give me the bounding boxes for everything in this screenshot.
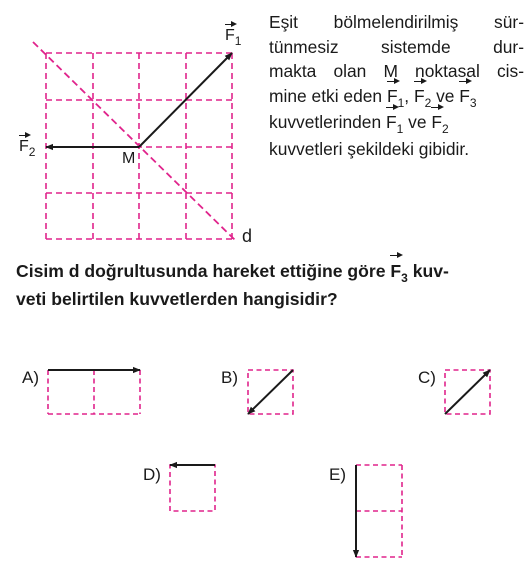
d-line [33, 42, 236, 241]
f2-label: $F_2$ [19, 138, 36, 159]
d-line-label: d [242, 226, 253, 246]
option-b-arrow [248, 370, 293, 414]
paragraph-line: mine etki eden $F_1$, $F_2$ ve $F_3$ [269, 85, 477, 110]
paragraph-line: tünmesiz sistemde dur- [269, 36, 524, 57]
option-a-label[interactable]: A) [22, 368, 39, 387]
option-c-arrow [445, 370, 490, 414]
option-e-label[interactable]: E) [329, 465, 346, 484]
paragraph-line: kuvvetleri şekildeki gibidir. [269, 138, 470, 159]
point-m-label: M [122, 150, 136, 167]
f1-label: $F_1$ [225, 27, 242, 48]
option-d-label[interactable]: D) [143, 465, 161, 484]
question-line-1: Cisim d doğrultusunda hareket ettiğine göre $F_3$ kuv- [16, 258, 516, 286]
option-e-grid [356, 465, 402, 557]
option-c-label[interactable]: C) [418, 368, 436, 387]
option-d-grid [170, 465, 215, 511]
question-line-2: veti belirtilen kuvvetlerden hangisidir? [16, 289, 338, 309]
paragraph-line: Eşit bölmelendirilmiş sür- [269, 12, 524, 32]
paragraph-line: kuvvetlerinden $F_1$ ve $F_2$ [269, 112, 449, 136]
problem-paragraph [269, 10, 524, 161]
option-a-grid [48, 370, 140, 414]
paragraph-line: makta olan M noktasal cis- [269, 61, 524, 81]
question-text [16, 258, 516, 312]
option-b-label[interactable]: B) [221, 368, 238, 387]
